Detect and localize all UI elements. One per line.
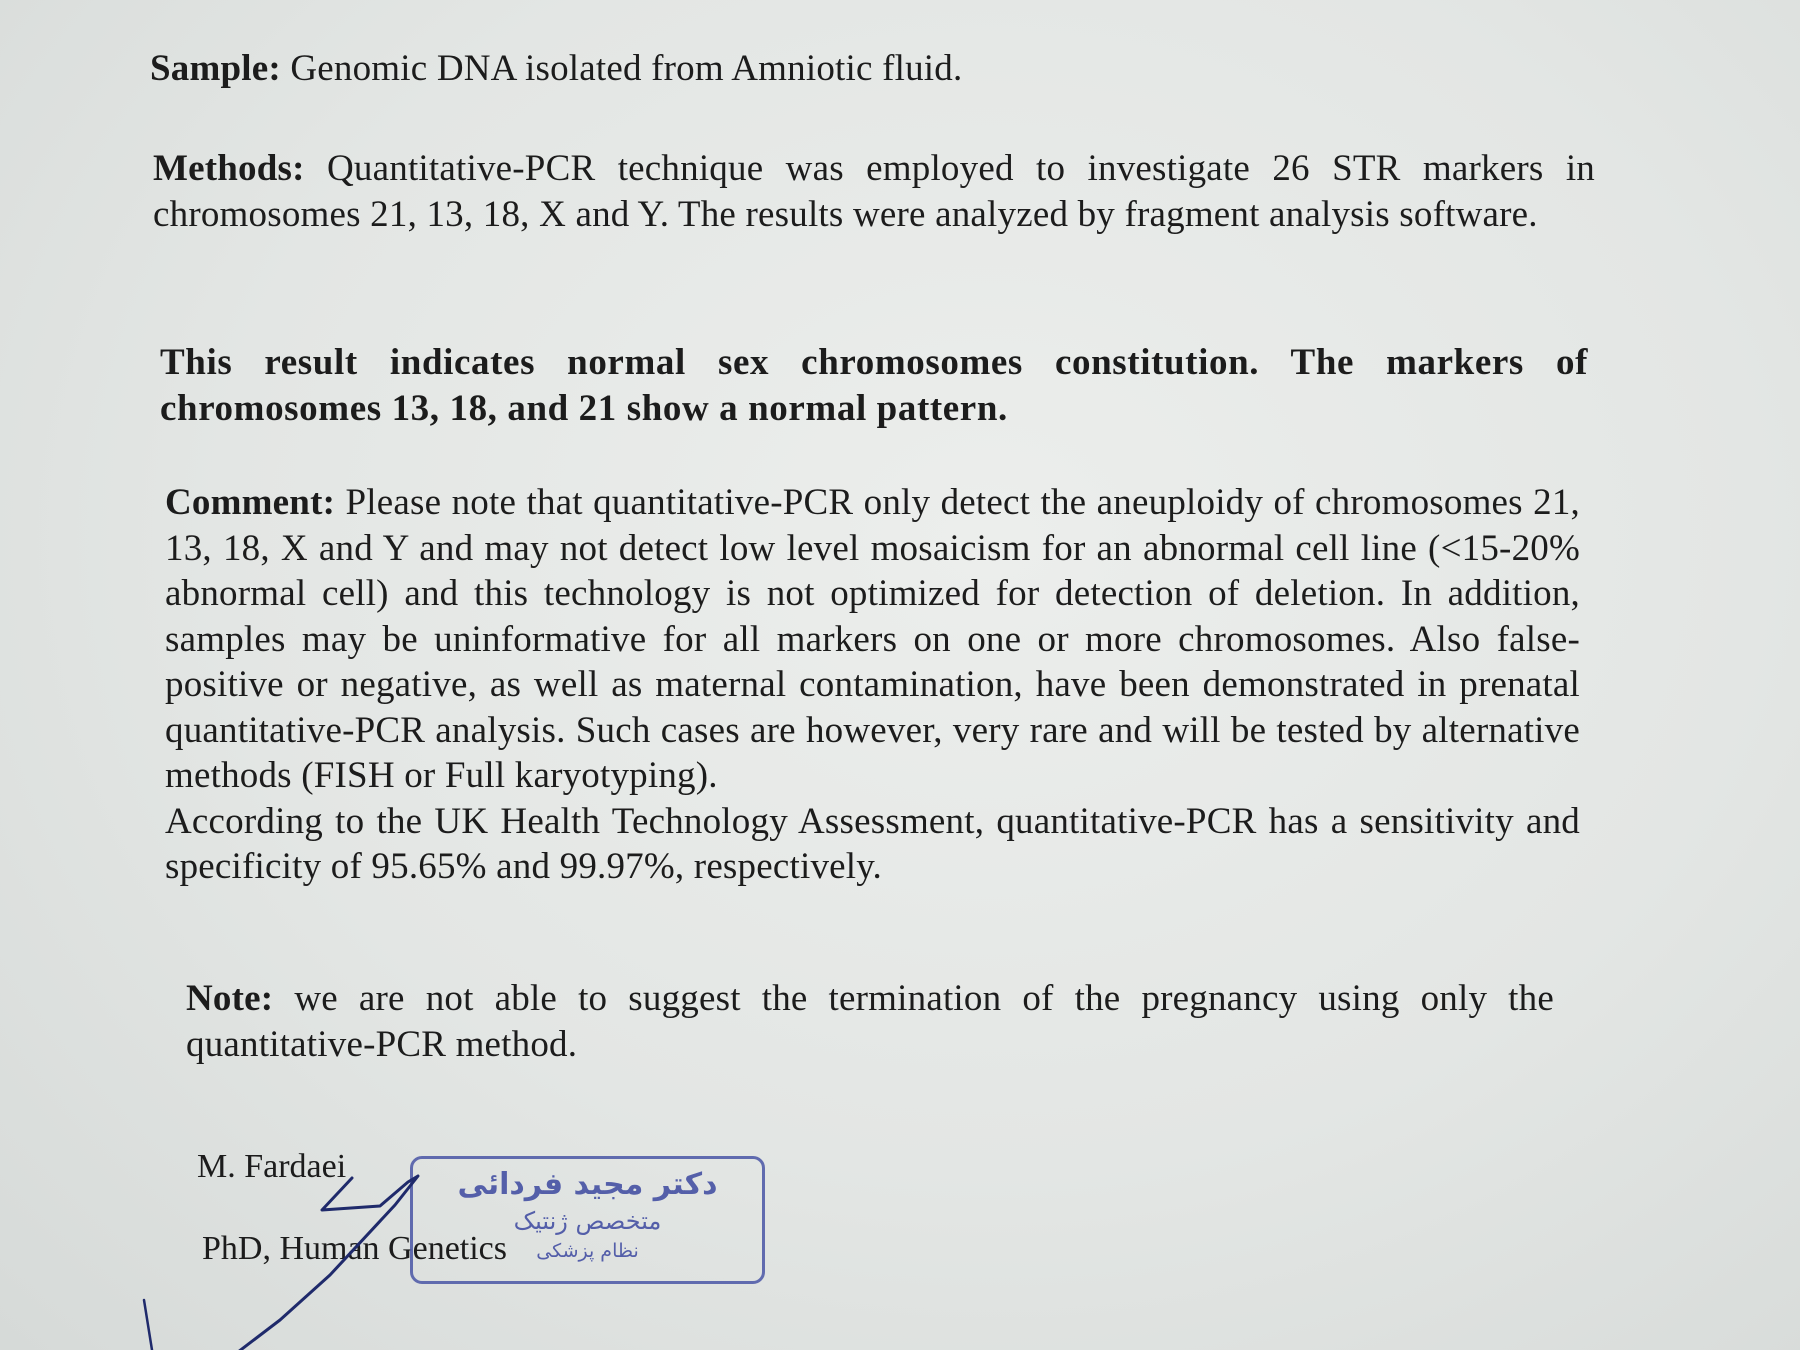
signatory-name: M. Fardaei (197, 1148, 347, 1185)
doctor-stamp (410, 1156, 765, 1284)
methods-text: Quantitative-PCR technique was employed to investigate 26 STR markers in chromosomes 21, 13, 18, X and Y. The results were analyzed by fragment analysis software. (153, 148, 1595, 235)
stamp-council: نظام پزشکی (536, 1240, 639, 1262)
comment-label: Comment: (165, 482, 336, 523)
comment-paragraph (165, 480, 1580, 799)
sample-label: Sample: (150, 48, 281, 89)
sample-text: Genomic DNA isolated from Amniotic fluid. (280, 48, 963, 89)
note-section (186, 976, 1554, 1068)
methods-label: Methods: (153, 148, 305, 189)
sample-section (150, 46, 1600, 92)
comment-paragraph-assessment: According to the UK Health Technology Assessment, quantitative-PCR has a sensitivity and specificity of 95.65% and 99.97%, respectively. (165, 800, 1580, 887)
note-text: we are not able to suggest the termination of the pregnancy using only the quantitative-PCR method. (186, 978, 1554, 1065)
signatory-title: PhD, Human Genetics (202, 1230, 508, 1267)
comment-text: Please note that quantitative-PCR only detect the aneuploidy of chromosomes 21, 13, 18, X and Y and may not detect low level mosaicism for an abnormal cell line (<15-20% abnormal cell) and this technology is not optimized for detection of deletion. In addition, samples may be uninformative for all markers on one or more chromosomes. Also false-positive or negative, as well as maternal contamination, have been demonstrated in prenatal quantitative-PCR analysis. Such cases are however, very rare and will be tested by alternative methods (FISH or Full karyotyping). (165, 482, 1580, 796)
methods-section (153, 146, 1595, 238)
stamp-name: دکتر مجید فردائی (457, 1167, 718, 1202)
note-label: Note: (186, 978, 274, 1019)
stamp-specialty: متخصص ژنتیک (513, 1207, 662, 1235)
comment-section (165, 480, 1580, 890)
result-statement: This result indicates normal sex chromosomes constitution. The markers of chromosomes 13, 18, and 21 show a normal pattern. (160, 342, 1588, 429)
